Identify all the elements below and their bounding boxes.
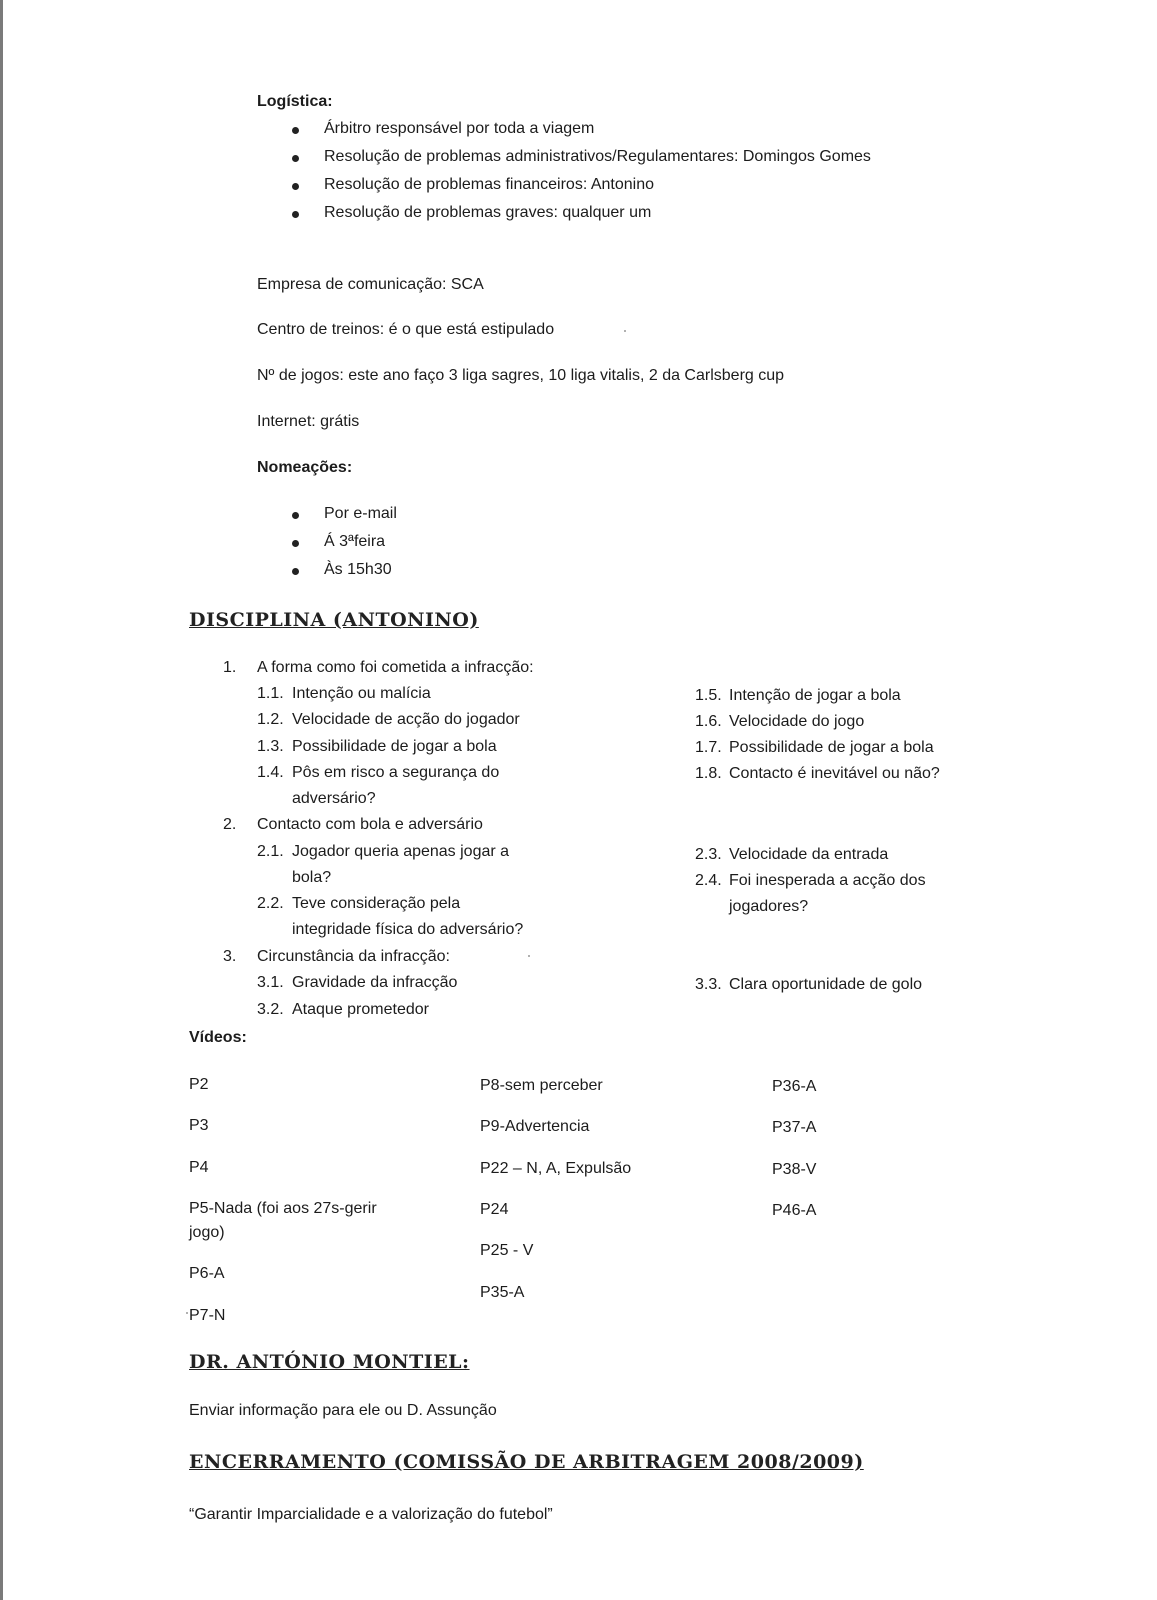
video-entry: P4 xyxy=(189,1159,209,1176)
list-number: 1.3. xyxy=(257,738,284,755)
video-entry: P46-A xyxy=(772,1202,817,1219)
list-number: 3. xyxy=(223,948,237,965)
list-number: 3.3. xyxy=(695,976,722,993)
logistica-item: Resolução de problemas graves: qualquer um xyxy=(324,204,652,221)
list-item: Pôs em risco a segurança do xyxy=(292,764,500,781)
logistica-item: Resolução de problemas administrativos/Regulamentares: Domingos Gomes xyxy=(324,148,871,165)
list-item: Gravidade da infracção xyxy=(292,974,458,991)
list-number: 1.7. xyxy=(695,739,722,756)
scan-speck xyxy=(528,955,530,957)
bullet-icon xyxy=(292,568,299,575)
empresa-line: Empresa de comunicação: SCA xyxy=(257,276,484,293)
montiel-text: Enviar informação para ele ou D. Assunção xyxy=(189,1402,497,1419)
nomeacoes-title: Nomeações: xyxy=(257,459,353,476)
list-item: Velocidade da entrada xyxy=(729,846,889,863)
list-number: 1.6. xyxy=(695,713,722,730)
list-item: adversário? xyxy=(292,790,376,807)
list-number: 3.2. xyxy=(257,1001,284,1018)
list-number: 2.3. xyxy=(695,846,722,863)
list-number: 1. xyxy=(223,659,237,676)
list-item: jogadores? xyxy=(729,898,809,915)
bullet-icon xyxy=(292,155,299,162)
video-entry: P6-A xyxy=(189,1265,225,1282)
list-number: 2.2. xyxy=(257,895,284,912)
centro-line: Centro de treinos: é o que está estipulado xyxy=(257,321,555,338)
video-entry: P3 xyxy=(189,1117,209,1134)
list-item: Clara oportunidade de golo xyxy=(729,976,923,993)
logistica-item: Resolução de problemas financeiros: Antonino xyxy=(324,176,654,193)
nomeacoes-item: Às 15h30 xyxy=(324,561,392,578)
list-item: Circunstância da infracção: xyxy=(257,948,450,965)
bullet-icon xyxy=(292,127,299,134)
scan-edge xyxy=(0,0,3,1600)
list-number: 1.8. xyxy=(695,765,722,782)
nomeacoes-item: Por e-mail xyxy=(324,505,397,522)
video-entry: P24 xyxy=(480,1201,509,1218)
list-item: Contacto é inevitável ou não? xyxy=(729,765,940,782)
list-item: Intenção ou malícia xyxy=(292,685,431,702)
scan-speck xyxy=(186,1312,188,1314)
video-entry: P8-sem perceber xyxy=(480,1077,603,1094)
list-item: Foi inesperada a acção dos xyxy=(729,872,926,889)
list-item: Ataque prometedor xyxy=(292,1001,429,1018)
logistica-item: Árbitro responsável por toda a viagem xyxy=(324,120,595,137)
list-number: 3.1. xyxy=(257,974,284,991)
bullet-icon xyxy=(292,512,299,519)
video-entry: P36-A xyxy=(772,1078,817,1095)
list-item: Contacto com bola e adversário xyxy=(257,816,483,833)
list-number: 2.1. xyxy=(257,843,284,860)
list-item: Velocidade de acção do jogador xyxy=(292,711,520,728)
video-entry: P35-A xyxy=(480,1284,525,1301)
video-entry: P5-Nada (foi aos 27s-gerir xyxy=(189,1200,377,1217)
internet-line: Internet: grátis xyxy=(257,413,360,430)
list-item: Jogador queria apenas jogar a xyxy=(292,843,510,860)
video-entry: P25 - V xyxy=(480,1242,534,1259)
videos-title: Vídeos: xyxy=(189,1029,247,1046)
list-item: Intenção de jogar a bola xyxy=(729,687,901,704)
logistica-title: Logística: xyxy=(257,93,333,110)
bullet-icon xyxy=(292,211,299,218)
bullet-icon xyxy=(292,540,299,547)
video-entry: P37-A xyxy=(772,1119,817,1136)
bullet-icon xyxy=(292,183,299,190)
list-item: A forma como foi cometida a infracção: xyxy=(257,659,534,676)
disciplina-heading: DISCIPLINA (ANTONINO) xyxy=(189,609,479,631)
video-entry: P9-Advertencia xyxy=(480,1118,590,1135)
video-entry: P2 xyxy=(189,1076,209,1093)
encerramento-heading: ENCERRAMENTO (COMISSÃO DE ARBITRAGEM 2008/2009) xyxy=(189,1451,864,1473)
list-item: Possibilidade de jogar a bola xyxy=(292,738,497,755)
video-entry: P7-N xyxy=(189,1307,226,1324)
jogos-line: Nº de jogos: este ano faço 3 liga sagres, 10 liga vitalis, 2 da Carlsberg cup xyxy=(257,367,785,384)
list-item: Possibilidade de jogar a bola xyxy=(729,739,934,756)
list-number: 2.4. xyxy=(695,872,722,889)
list-number: 1.2. xyxy=(257,711,284,728)
video-entry: P38-V xyxy=(772,1161,817,1178)
list-item: Velocidade do jogo xyxy=(729,713,865,730)
list-item: Teve consideração pela xyxy=(292,895,461,912)
nomeacoes-item: Á 3ªfeira xyxy=(324,533,386,550)
encerramento-quote: “Garantir Imparcialidade e a valorização do futebol” xyxy=(189,1506,553,1523)
scan-speck xyxy=(624,330,626,332)
list-item: integridade física do adversário? xyxy=(292,921,524,938)
list-number: 1.5. xyxy=(695,687,722,704)
video-entry: jogo) xyxy=(189,1224,225,1241)
list-number: 1.1. xyxy=(257,685,284,702)
list-item: bola? xyxy=(292,869,332,886)
montiel-heading: DR. ANTÓNIO MONTIEL: xyxy=(189,1351,470,1373)
list-number: 2. xyxy=(223,816,237,833)
video-entry: P22 – N, A, Expulsão xyxy=(480,1160,632,1177)
list-number: 1.4. xyxy=(257,764,284,781)
